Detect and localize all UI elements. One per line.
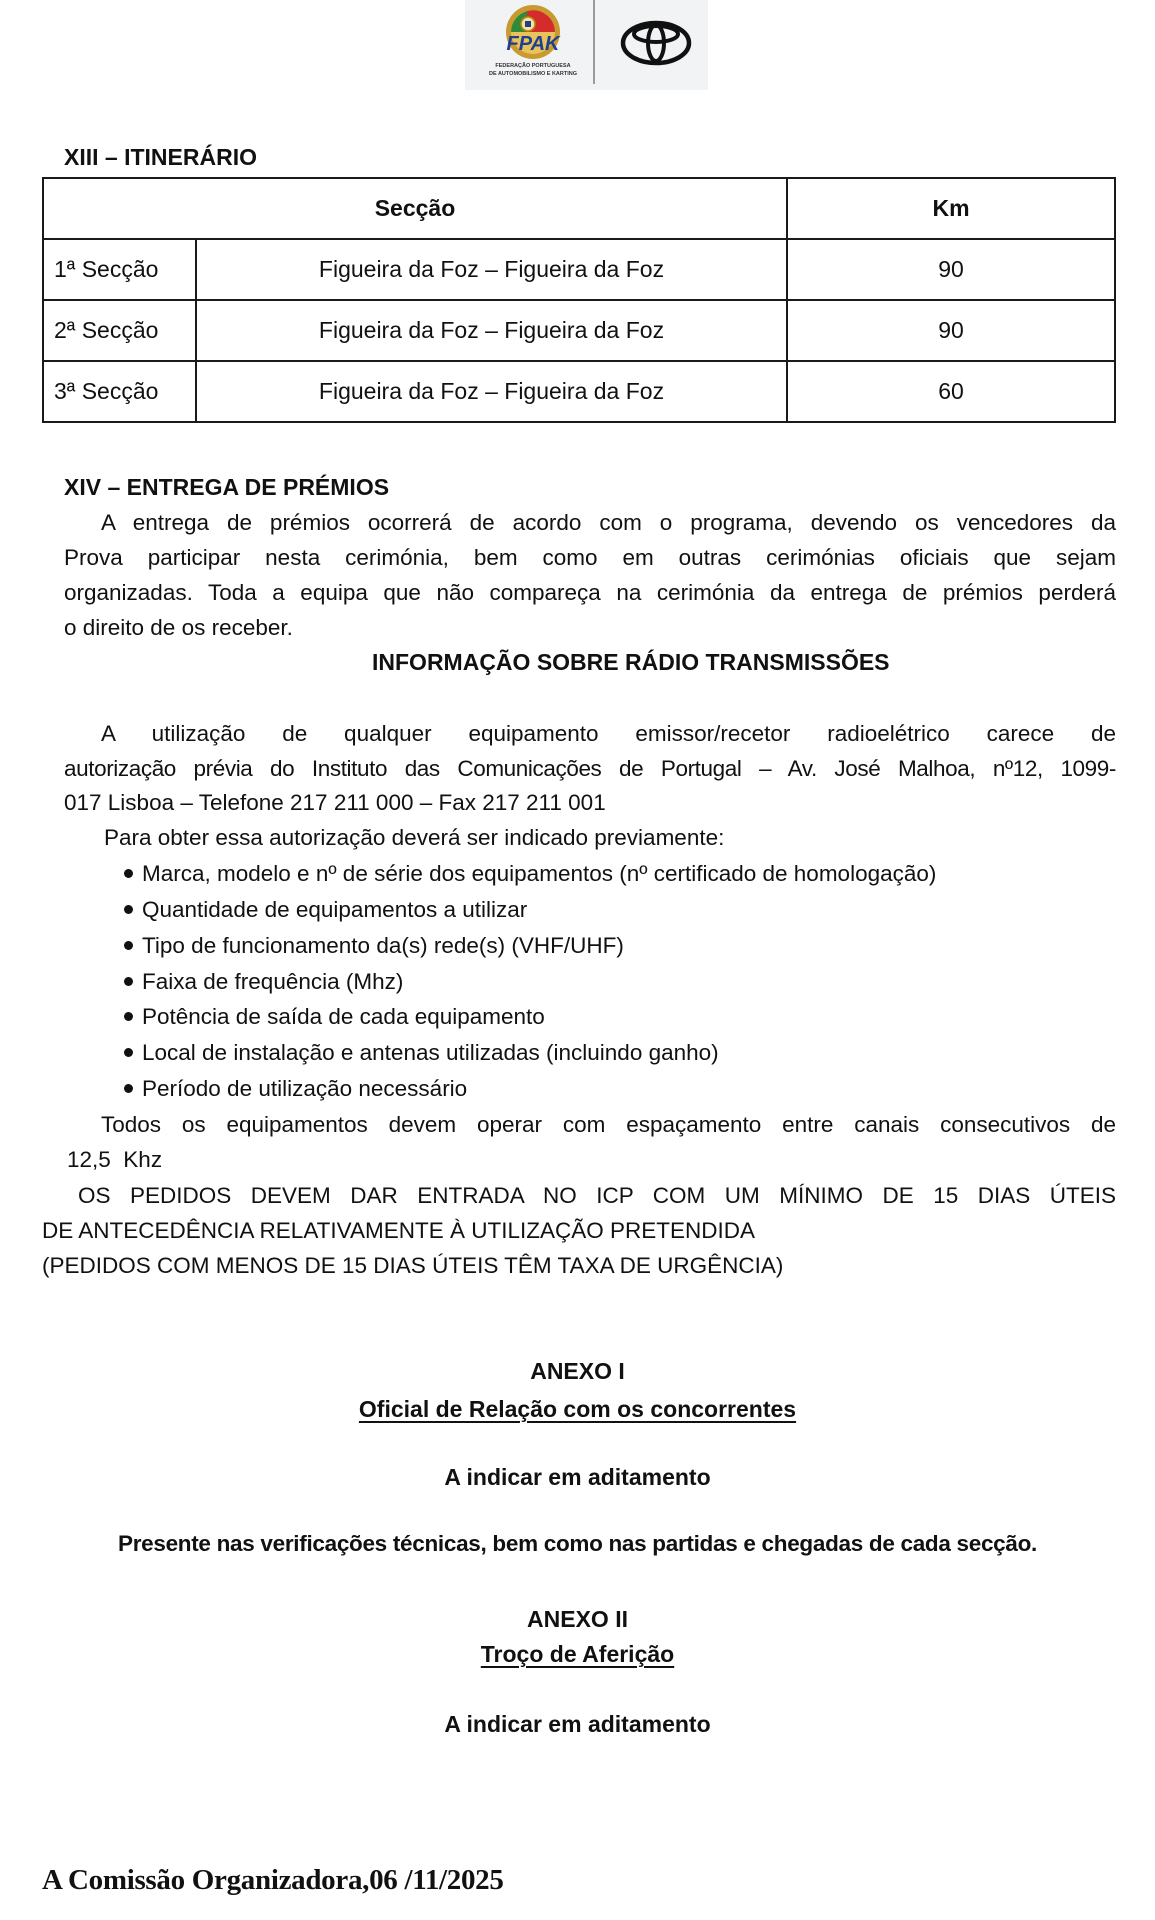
requirement-text: Marca, modelo e nº de série dos equipamentos (nº certificado de homologação)	[142, 861, 937, 886]
fpak-subtitle-1: FEDERAÇÃO PORTUGUESA	[495, 63, 571, 69]
section-km: 90	[787, 300, 1115, 361]
requirement-item	[124, 968, 403, 996]
spacing-line: 12,5 Khz	[67, 1147, 163, 1172]
annex2-subtitle-wrap	[0, 1641, 1155, 1668]
annex1-note: A indicar em aditamento	[444, 1464, 711, 1490]
requirements-intro: Para obter essa autorização deverá ser indicado previamente:	[104, 825, 725, 850]
radio-intro-line: autorização prévia do Instituto das Comunicações de Portugal – Av. José Malhoa, nº12, 1099-	[64, 756, 1116, 781]
column-header-km: Km	[787, 178, 1115, 239]
table-row	[43, 300, 1115, 361]
prizes-heading: XIV – ENTREGA DE PRÉMIOS	[64, 474, 390, 500]
signature: A Comissão Organizadora,06 /11/2025	[42, 1864, 504, 1896]
requirement-item	[124, 1003, 545, 1031]
radio-intro-line: 017 Lisboa – Telefone 217 211 000 – Fax 217 211 001	[64, 790, 606, 815]
section-route: Figueira da Foz – Figueira da Foz	[196, 300, 787, 361]
fpak-subtitle-2: DE AUTOMOBILISMO E KARTING	[489, 71, 577, 77]
bullet-icon	[124, 1048, 133, 1057]
deadline-line: OS PEDIDOS DEVEM DAR ENTRADA NO ICP COM UM MÍNIMO DE 15 DIAS ÚTEIS	[78, 1183, 1116, 1208]
prizes-text-line: Prova participar nesta cerimónia, bem como em outras cerimónias oficiais que sejam	[64, 545, 1116, 570]
section-route: Figueira da Foz – Figueira da Foz	[196, 361, 787, 422]
bullet-icon	[124, 869, 133, 878]
section-label: 2ª Secção	[43, 300, 196, 361]
radio-heading: INFORMAÇÃO SOBRE RÁDIO TRANSMISSÕES	[372, 649, 890, 675]
annex1-subtitle: Oficial de Relação com os concorrentes	[358, 1396, 797, 1422]
table-row	[43, 361, 1115, 422]
annex1-heading: ANEXO I	[530, 1358, 625, 1384]
annex1-subtitle-wrap	[0, 1396, 1155, 1423]
annex1-detail: Presente nas verificações técnicas, bem como nas partidas e chegadas de cada secção.	[117, 1531, 1038, 1556]
bullet-icon	[124, 1084, 133, 1093]
table-header-row	[43, 178, 1115, 239]
section-km: 90	[787, 239, 1115, 300]
itinerary-heading: XIII – ITINERÁRIO	[64, 144, 257, 170]
radio-intro-line: A utilização de qualquer equipamento emissor/recetor radioelétrico carece de	[101, 721, 1116, 746]
requirement-item	[124, 932, 624, 960]
requirement-text: Período de utilização necessário	[142, 1076, 468, 1101]
section-km: 60	[787, 361, 1115, 422]
deadline-line: DE ANTECEDÊNCIA RELATIVAMENTE À UTILIZAÇÃO PRETENDIDA	[42, 1218, 756, 1243]
section-route: Figueira da Foz – Figueira da Foz	[196, 239, 787, 300]
requirement-item	[124, 1039, 719, 1067]
requirement-item	[124, 896, 527, 924]
prizes-text-line: o direito de os receber.	[64, 615, 293, 640]
prizes-text-line: organizadas. Toda a equipa que não compareça na cerimónia da entrega de prémios perderá	[64, 580, 1116, 605]
table-row	[43, 239, 1115, 300]
requirement-item	[124, 860, 936, 888]
column-header-section: Secção	[43, 178, 787, 239]
deadline-line: (PEDIDOS COM MENOS DE 15 DIAS ÚTEIS TÊM TAXA DE URGÊNCIA)	[42, 1253, 784, 1278]
section-label: 3ª Secção	[43, 361, 196, 422]
itinerary-table	[42, 177, 1116, 423]
annex2-subtitle: Troço de Aferição	[480, 1641, 675, 1667]
requirement-text: Quantidade de equipamentos a utilizar	[142, 897, 528, 922]
bullet-icon	[124, 977, 133, 986]
bullet-icon	[124, 941, 133, 950]
requirement-text: Local de instalação e antenas utilizadas (incluindo ganho)	[142, 1040, 719, 1065]
requirement-item	[124, 1075, 467, 1103]
logo-divider	[593, 0, 595, 84]
header-logos	[465, 0, 708, 90]
bullet-icon	[124, 1012, 133, 1021]
svg-text:FPAK: FPAK	[506, 33, 560, 55]
section-label: 1ª Secção	[43, 239, 196, 300]
annex2-heading: ANEXO II	[527, 1606, 628, 1632]
requirement-text: Potência de saída de cada equipamento	[142, 1004, 545, 1029]
requirement-text: Faixa de frequência (Mhz)	[142, 969, 404, 994]
toyota-logo-icon	[620, 20, 692, 66]
requirement-text: Tipo de funcionamento da(s) rede(s) (VHF/UHF)	[142, 933, 624, 958]
spacing-line: Todos os equipamentos devem operar com espaçamento entre canais consecutivos de	[101, 1112, 1116, 1137]
prizes-text-line: A entrega de prémios ocorrerá de acordo com o programa, devendo os vencedores da	[101, 510, 1116, 535]
bullet-icon	[124, 905, 133, 914]
annex2-note: A indicar em aditamento	[444, 1711, 711, 1737]
